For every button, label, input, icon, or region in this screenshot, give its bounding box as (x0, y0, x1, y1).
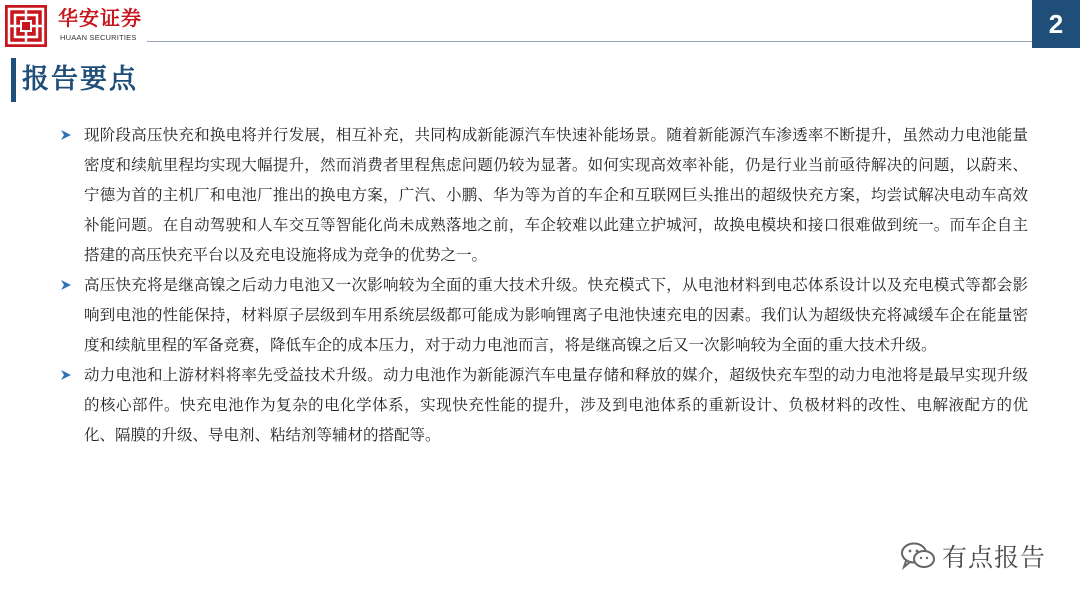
huaan-logo-icon (4, 4, 48, 48)
brand-name-cn: 华安证券 (58, 6, 142, 30)
watermark (900, 538, 1046, 574)
key-point-item (58, 270, 1028, 360)
brand-name-en: HUAAN SECURITIES (60, 33, 137, 42)
title-accent-bar (11, 58, 16, 102)
key-points-list (58, 120, 1028, 450)
key-point-item (58, 120, 1028, 270)
header-divider (147, 41, 1032, 42)
key-point-text: 高压快充将是继高镍之后动力电池又一次影响较为全面的重大技术升级。快充模式下，从电池材料到电芯体系设计以及充电模式等都会影响到电池的性能保持，材料原子层级到车用系统层级都可能成为影响锂离子电池快速充电的因素。我们认为超级快充将减缓车企在能量密度和续航里程的军备竞赛，降低车企的成本压力，对于动力电池而言，将是继高镍之后又一次影响较为全面的重大技术升级。 (84, 276, 1028, 354)
key-point-text: 动力电池和上游材料将率先受益技术升级。动力电池作为新能源汽车电量存储和释放的媒介，超级快充车型的动力电池将是最早实现升级的核心部件。快充电池作为复杂的电化学体系，实现快充性能的提升，涉及到电池体系的重新设计、负极材料的改性、电解液配方的优化、隔膜的升级、导电剂、粘结剂等辅材的搭配等。 (84, 366, 1028, 444)
watermark-text: 有点报告 (941, 543, 1046, 572)
arrow-bullet-icon (60, 369, 72, 381)
chat-bubble-icon (900, 541, 936, 571)
page-number: 2 (1032, 0, 1080, 48)
key-point-text: 现阶段高压快充和换电将并行发展，相互补充，共同构成新能源汽车快速补能场景。随着新能源汽车渗透率不断提升，虽然动力电池能量密度和续航里程均实现大幅提升，然而消费者里程焦虑问题仍较为显著。如何实现高效率补能，仍是行业当前亟待解决的问题，以蔚来、宁德为首的主机厂和电池厂推出的换电方案，广汽、小鹏、华为等为首的车企和互联网巨头推出的超级快充方案，均尝试解决电动车高效补能问题。在自动驾驶和人车交互等智能化尚未成熟落地之前，车企较难以此建立护城河，故换电模块和接口很难做到统一。而车企自主搭建的高压快充平台以及充电设施将成为竞争的优势之一。 (84, 126, 1028, 264)
arrow-bullet-icon (60, 129, 72, 141)
key-point-item (58, 360, 1028, 450)
arrow-bullet-icon (60, 279, 72, 291)
slide-title: 报告要点 (22, 64, 138, 95)
